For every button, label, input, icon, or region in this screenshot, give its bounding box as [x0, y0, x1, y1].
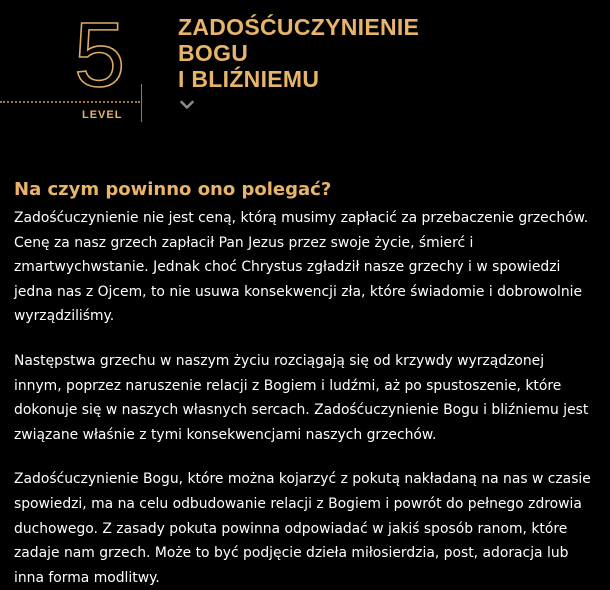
paragraph-2: Następstwa grzechu w naszym życiu rozciągają się od krzywdy wyrządzonej innym, poprzez naruszenie relacji z Bogiem i ludźmi, aż po spustoszenie, które dokonuje się w naszych własnych sercach. Zadośćuczynienie Bogu i bliźniemu jest związane właśnie z tymi konsekwencjami naszych grzechów.	[14, 352, 589, 443]
article-content	[14, 178, 594, 590]
level-number	[74, 4, 134, 106]
title-line-2: BOGU	[178, 40, 249, 66]
level-number-text: 5	[74, 4, 126, 106]
chevron-down-icon[interactable]	[180, 100, 194, 110]
level-header	[0, 0, 610, 130]
vertical-divider	[141, 84, 142, 122]
title-line-3: I BLIŹNIEMU	[178, 66, 320, 92]
paragraph-1: Zadośćuczynienie nie jest ceną, którą musimy zapłacić za przebaczenie grzechów. Cenę za nasz grzech zapłacił Pan Jezus przez swoje życie, śmierć i zmartwychwstanie. Jednak choć Chrystus zgładził nasze grzechy i w spowiedzi jedna nas z Ojcem, to nie usuwa konsekwencji zła, które świadomie i dobrowolnie wyrządziliśmy.	[14, 210, 589, 325]
section-heading: Na czym powinno ono polegać?	[14, 179, 332, 200]
dotted-divider	[0, 101, 140, 103]
title-line-1: ZADOŚĆUCZYNIENIE	[178, 14, 420, 40]
paragraph-3: Zadośćuczynienie Bogu, które można kojarzyć z pokutą nakładaną na nas w czasie spowiedzi, ma na celu odbudowanie relacji z Bogiem i powrót do pełnego zdrowia duchowego. Z zasady pokuta powinna odpowiadać w jakiś sposób ranom, które zadaje nam grzech. Może to być podjęcie dzieła miłosierdzia, post, adoracja lub inna forma modlitwy.	[14, 471, 591, 586]
page-title	[178, 14, 419, 92]
level-label: LEVEL	[82, 109, 123, 121]
